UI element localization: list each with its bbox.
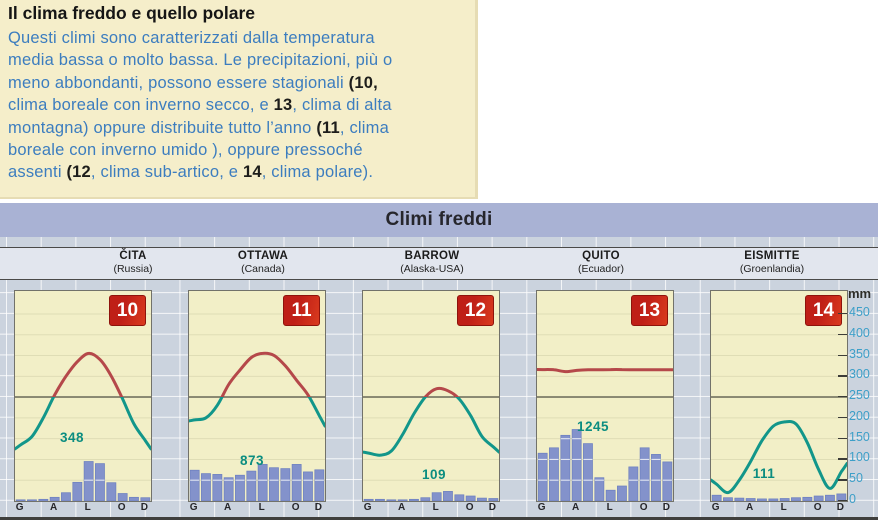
precip-bar	[61, 493, 70, 501]
month-label: O	[291, 502, 300, 513]
precip-bar	[95, 464, 104, 501]
climate-note-box	[0, 0, 478, 199]
temp-curve-above-zero	[711, 422, 847, 493]
axis-tick-mark	[838, 458, 847, 459]
precip-bars	[16, 462, 150, 502]
month-label: G	[189, 502, 198, 513]
axis-tick-label: 200	[849, 408, 870, 423]
note-line	[8, 27, 475, 49]
precip-bar	[190, 470, 199, 501]
month-label: A	[398, 502, 406, 513]
climograph-plot	[14, 290, 152, 502]
axis-tick-label: 300	[849, 367, 870, 382]
city-name: QUITO	[582, 250, 620, 262]
axis-tick-label: 250	[849, 388, 870, 403]
precip-bar	[595, 478, 604, 501]
precip-bars	[364, 491, 498, 501]
note-line	[8, 94, 475, 116]
axis-tick-mark	[838, 334, 847, 335]
precip-bar	[16, 500, 25, 501]
annual-precip-total: 111	[752, 466, 776, 481]
city-region: (Ecuador)	[577, 263, 625, 275]
annual-precip-total: 873	[239, 453, 265, 468]
axis-tick-mark	[838, 396, 847, 397]
precip-bar	[213, 474, 222, 501]
note-text: Questi climi sono caratterizzati dalla temperatura	[8, 29, 375, 47]
axis-tick-mark	[838, 355, 847, 356]
note-chart-number: 14	[242, 163, 262, 182]
precip-bar	[118, 494, 127, 502]
temp-curve-below-zero	[363, 388, 499, 455]
precip-bar	[640, 448, 649, 501]
section-title: Climi freddi	[385, 209, 493, 230]
precip-bar	[50, 497, 59, 501]
city-name: ČITA	[119, 250, 147, 262]
city-name: EISMITTE	[744, 250, 800, 262]
axis-tick-mark	[838, 438, 847, 439]
climograph-plot	[188, 290, 326, 502]
axis-tick-label: 0	[849, 492, 856, 506]
precip-bar	[247, 471, 256, 501]
month-label: D	[488, 502, 496, 513]
note-text: , clima polare).	[261, 163, 374, 182]
precip-bar	[663, 462, 672, 501]
city-label	[740, 250, 804, 275]
note-line	[8, 72, 475, 94]
city-region: (Canada)	[241, 263, 285, 275]
month-label: G	[711, 502, 720, 513]
axis-tick-mark	[838, 479, 847, 480]
note-title: Il clima freddo e quello polare	[8, 3, 255, 23]
precip-bar	[201, 474, 210, 501]
axis-tick-label: 100	[849, 450, 870, 465]
note-body	[8, 27, 475, 184]
month-label: D	[836, 502, 844, 513]
precip-bar	[791, 498, 800, 501]
precip-bar	[129, 497, 138, 501]
axis-tick-label: 350	[849, 346, 870, 361]
month-label: D	[314, 502, 322, 513]
annual-precip-total: 348	[59, 430, 85, 445]
precip-bar	[409, 499, 418, 501]
precip-bar	[141, 498, 150, 501]
month-label: O	[465, 502, 474, 513]
precip-bar	[561, 435, 570, 501]
axis-tick-label: 400	[849, 325, 870, 340]
axis-tick-mark	[838, 500, 847, 501]
precip-bar	[735, 498, 744, 501]
month-label: G	[537, 502, 546, 513]
city-label	[113, 250, 152, 275]
precip-bar	[235, 475, 244, 501]
city-region: (Groenlandia)	[739, 263, 805, 275]
chart-number-badge: 13	[631, 295, 668, 326]
chart-number-badge: 14	[805, 295, 842, 326]
precip-bar	[617, 486, 626, 501]
precip-bar	[549, 448, 558, 501]
precip-bar	[84, 462, 93, 502]
note-text: clima boreale con inverno secco, e	[8, 96, 274, 115]
precip-bar	[432, 493, 441, 501]
note-text: , clima sub-artico, e	[90, 163, 243, 182]
city-region: (Russia)	[113, 263, 153, 275]
precip-bar	[712, 495, 721, 501]
note-chart-number: 13	[273, 96, 293, 115]
month-label: A	[50, 502, 58, 513]
precip-bar	[364, 499, 373, 501]
precip-bar	[629, 467, 638, 501]
axis-tick-mark	[838, 375, 847, 376]
precip-bar	[73, 482, 82, 501]
month-label: L	[780, 502, 787, 513]
precip-bar	[769, 499, 778, 501]
note-text: montagna) oppure distribuite tutto l’anno	[8, 118, 317, 137]
precip-bar	[583, 444, 592, 501]
city-label	[238, 250, 288, 275]
month-label: G	[15, 502, 24, 513]
temp-curve-below-zero	[711, 422, 847, 493]
chart-number-badge: 11	[283, 295, 320, 326]
precip-bar	[281, 469, 290, 501]
precip-bar	[421, 498, 430, 501]
chart-number-badge: 12	[457, 295, 494, 326]
city-label	[400, 250, 464, 275]
precip-bar	[780, 499, 789, 502]
month-label: A	[572, 502, 580, 513]
precip-bar	[39, 499, 48, 501]
precip-bar	[572, 430, 581, 502]
axis-tick-label: 150	[849, 429, 870, 444]
note-chart-number: (10,	[348, 73, 378, 92]
section-band	[0, 203, 878, 237]
note-chart-number: (12	[66, 163, 91, 182]
climograph-plot	[710, 290, 848, 502]
note-line	[8, 139, 475, 161]
month-label: G	[363, 502, 372, 513]
precip-bar	[315, 470, 324, 501]
note-text: boreale con inverno umido ), oppure pressoché	[8, 141, 363, 160]
month-label: L	[432, 502, 439, 513]
precip-bar	[224, 478, 233, 501]
chart-number-badge: 10	[109, 295, 146, 326]
annual-precip-total: 1245	[576, 419, 610, 434]
axis-tick-label: 50	[849, 471, 863, 486]
month-label: L	[84, 502, 91, 513]
precip-bar	[825, 495, 834, 501]
axis-unit-label: mm	[848, 286, 872, 301]
note-line	[8, 117, 475, 139]
climograph-plot	[536, 290, 674, 502]
month-label: D	[662, 502, 670, 513]
precip-bars	[538, 430, 672, 502]
precip-bar	[398, 500, 407, 501]
temp-curve-above-zero	[537, 370, 673, 372]
precip-bar	[107, 483, 116, 501]
month-label: A	[746, 502, 754, 513]
note-line	[8, 161, 475, 183]
precip-bar	[477, 498, 486, 501]
month-label: O	[813, 502, 822, 513]
precip-bar	[455, 495, 464, 501]
month-label: O	[639, 502, 648, 513]
axis-tick-mark	[838, 417, 847, 418]
note-text: media bassa o molto bassa. Le precipitazioni, più o	[8, 51, 393, 70]
annual-precip-total: 109	[421, 467, 447, 482]
precip-bar	[803, 497, 812, 501]
note-text: , clima	[339, 118, 389, 137]
precip-bars	[190, 464, 324, 501]
note-chart-number: (11	[316, 118, 340, 137]
precip-bar	[723, 498, 732, 501]
city-name: BARROW	[404, 250, 460, 262]
precip-bar	[292, 464, 301, 501]
precip-bar	[27, 500, 36, 501]
month-label: L	[606, 502, 613, 513]
note-text: , clima di alta	[292, 96, 392, 115]
month-label: D	[140, 502, 148, 513]
temp-curve-above-zero	[363, 388, 499, 455]
precip-bar	[757, 499, 766, 501]
precip-bar	[466, 496, 475, 501]
note-text: meno abbondanti, possono essere stagionali	[8, 73, 349, 92]
precip-bar	[814, 496, 823, 501]
precip-bar	[387, 500, 396, 501]
city-name: OTTAWA	[237, 250, 289, 262]
month-label: A	[224, 502, 232, 513]
precip-bar	[489, 499, 498, 502]
precip-bar	[651, 454, 660, 501]
precip-bar	[375, 499, 384, 501]
note-text: assenti	[8, 163, 67, 182]
precip-bar	[746, 499, 755, 502]
note-line	[8, 49, 475, 71]
city-region: (Alaska-USA)	[400, 263, 464, 275]
precip-bar	[443, 491, 452, 501]
precip-bar	[538, 453, 547, 501]
precip-bar	[606, 490, 615, 501]
precip-bars	[712, 494, 846, 501]
axis-tick-label: 450	[849, 304, 870, 319]
precip-bar	[258, 464, 267, 501]
precip-bar	[303, 472, 312, 501]
month-label: L	[258, 502, 265, 513]
city-label	[578, 250, 624, 275]
precip-bar	[269, 468, 278, 501]
axis-tick-mark	[838, 313, 847, 314]
month-label: O	[117, 502, 126, 513]
